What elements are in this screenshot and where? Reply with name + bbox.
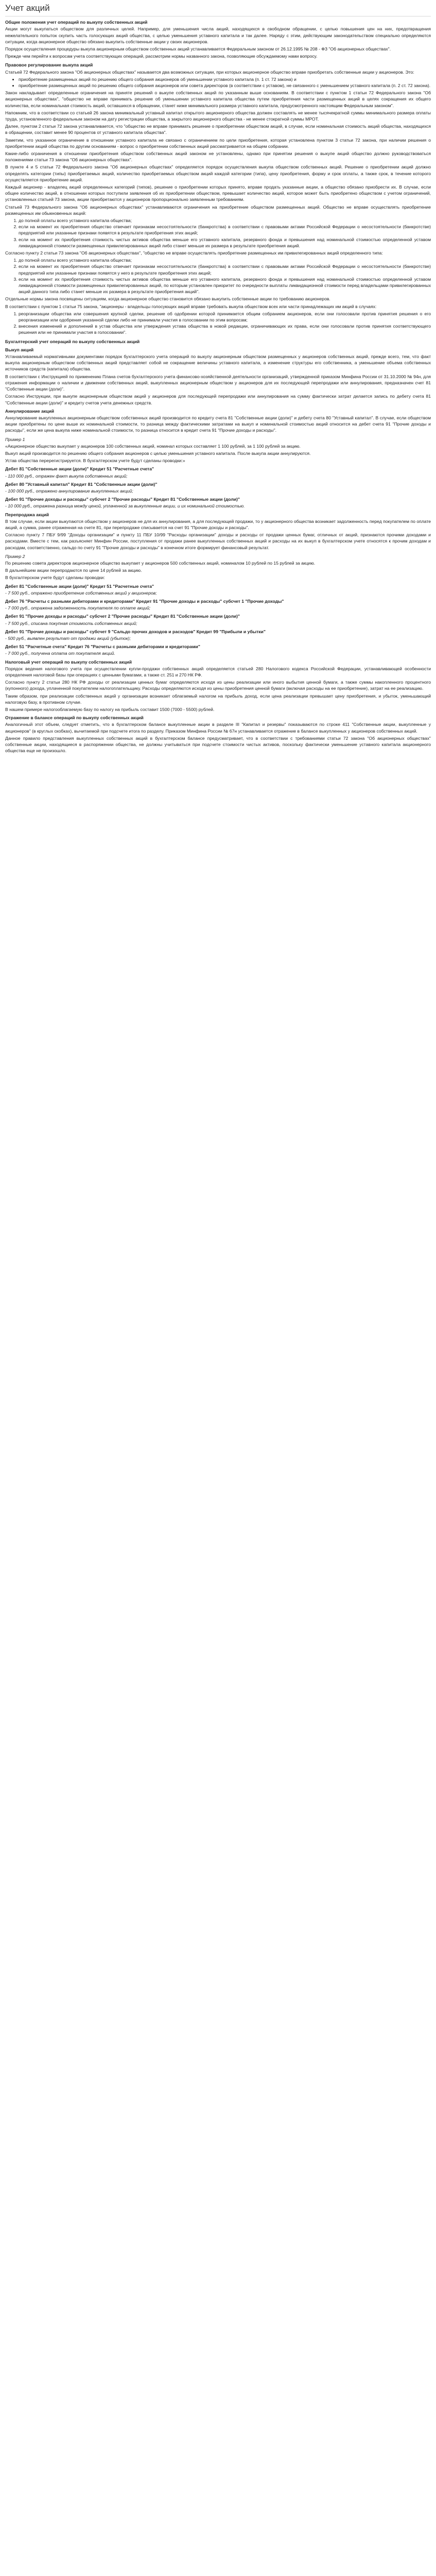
example-text: В бухгалтерском учете будут сделаны проводки: [5,575,105,581]
example-text: «Акционерное общество выкупает у акционеров 100 собственных акций, номинал которых составляет 1 100 рублей, за 1 100 рублей за акцию. [5,443,301,449]
example-text: Устав общества перерегистрируется. В бухгалтерском учете будут сделаны проводки:» [5,458,185,464]
list-item: 3. если на момент их приобретения стоимость чистых активов общества меньше его уставного капитала, резервного фонда и превышения над номинальной стоимостью определенной уставом ликвидационной стоимости размещенных привилегированных акций либо станет меньше их размера в результате приобретения акций. [19,236,431,249]
paragraph: Прежде чем перейти к вопросам учета соответствующих операций, рассмотрим нормы названного закона, позволяющие обсуждаемому нами вопросу. [5,54,318,59]
list-item: 2. внесения изменений и дополнений в устав общества или утверждения устава общества в новой редакции, ограничивающих их права, если они голосовали против принятия соответствующего решения или не принимали участия в голосовании". [19,323,431,335]
journal-entry: Дебет 91 "Прочие доходы и расходы" субсчет 9 "Сальдо прочих доходов и расходов" Кредит 99 "Прибыли и убытки" [5,629,266,634]
section-heading-general: Общие положения учет операций по выкупу собственных акций [5,20,148,25]
example-title: Пример 2 [5,553,25,559]
paragraph: В пункте 4 и 5 статьи 72 Федерального закона "Об акционерных обществах" определяется порядок осуществления выкупа обществом собственных акций. Решение о приобретении акций должно определять категории (типы) приобретаемых акций, количество приобретаемых обществом акций каждой категории (типа), цену приобретения, форму и срок оплаты, а также срок, в течение которого осуществляется приобретение акций. [5,164,431,182]
subheading: Выкуп акций [5,347,34,352]
journal-entry-note: - 500 руб., выявлен результат от продажи акций (убыток); [5,636,131,641]
article [0,0,436,754]
paragraph: Аннулирование выкупленных акционерным обществом собственных акций производится по кредиту счета 81 "Собственные акции (доли)" и дебету счета 80 "Уставный капитал". В случае, если обществом акции приобретены по цене выше их номинальной стоимости, то разница между фактическими затратами на выкуп и номинальной стоимостью акций относится на дебет счета 91 "Прочие доходы и расходы", если же цена выкупа ниже номинальной стоимости, то разница относится в кредит счета 91 "Прочие доходы и расходы". [5,415,431,433]
list-item: 3. если на момент их приобретения стоимость чистых активов общества меньше его уставного капитала, резервного фонда и превышения над номинальной стоимостью определенной уставом ликвидационной стоимости размещенных привилегированных акций, по которым установлен приоритет по очередности выплаты ликвидационной стоимости перед владельцами привилегированных акций данного типа либо станет меньше их размера в результате приобретения акций". [19,276,431,295]
journal-entry-note: - 10 000 руб., отражена разница между ценой, уплаченной за выкупленные акции, и их номинальной стоимостью. [5,503,245,509]
paragraph: Какие-либо ограничения в отношении приобретения обществом собственных акций законом не установлены, однако при принятии решения о выкупе акций общество должно руководствоваться положениями статьи 73 закона "Об акционерных обществах". [5,150,431,163]
list-item: • приобретение размещенных акций по решению общего собрания акционеров или совета директоров (в соответствии с уставом), не связанного с уменьшением уставного капитала (п. 2 ст. 72 закона). [19,82,431,89]
paragraph: В соответствии с Инструкцией по применению Плана счетов бухгалтерского учета финансово-хозяйственной деятельности организаций, утвержденной приказом Минфина России от 31.10.2000 № 94н, для отражения информации о наличии и движении собственных акций, выкупленных акционерным обществом у акционеров для их последующей перепродажи или аннулирования, предназначен счет 81 "Собственные акции (доли)". [5,374,431,392]
paragraph: Акции могут выкупаться обществом для различных целей. Например, для уменьшения числа акций, находящихся в свободном обращении, с целью повышения цен на них, предотвращения нежелательного попыток скупить часть голосующих акций общества, с целью уменьшения уставного капитала и так далее. Наряду с этим, действующим законодательством специально определяются ситуации, когда акционерное общество обязано выкупить собственные акции у своих акционеров. [5,26,431,44]
journal-entry: Дебет 76 "Расчеты с разными дебиторами и кредиторами" Кредит 91 "Прочие доходы и расходы" субсчет 1 "Прочие доходы" [5,598,284,604]
list-item: 2. если на момент их приобретения общество отвечает признакам несостоятельности (банкротства) в соответствии с правовыми актами Российской Федерации о несостоятельности (банкротстве) предприятий или указанные признаки появятся в результате приобретения этих акций; [19,224,431,236]
paragraph: Данное правило представления выкупленных собственных акций в бухгалтерском балансе предусматривает, что в соответствии с требованиями статьи 72 закона "Об акционерных обществах" собственные акции, находящиеся в распоряжении общества, не должны учитываться при подсчете стоимости чистых активов, поскольку фактически уменьшение уставного капитала акционерного общества еще не произошло. [5,735,431,754]
numbered-list [5,311,431,336]
paragraph: В соответствии с пунктом 1 статьи 75 закона, "акционеры - владельцы голосующих акций вправе требовать выкупа обществом всех или части принадлежащих им акций в случаях: [5,303,377,309]
paragraph: Отдельные нормы закона посвящены ситуациям, когда акционерное общество становится обязано выкупить собственные акции по требованию акционеров. [5,296,330,302]
list-item: 1. до полной оплаты всего уставного капитала общества; [19,257,431,263]
journal-entry-note: - 7 500 руб., отражено приобретение собственных акций у акционеров; [5,590,157,596]
paragraph: Устанавливаемый нормативными документами порядок бухгалтерского учета операций по выкупу акционерным обществом размещенных у акционеров собственных акций, прежде всего, тем, что факт выкупа акционерным обществом собственных акций представляет собой не сокращение величины уставного капитала, а изменение структуры его собственника, а уменьшение объема собственных источников средств (капитала) общества. [5,354,431,372]
journal-entry-note: - 7 500 руб., списана покупная стоимость собственных акций; [5,620,137,626]
journal-entry: Дебет 81 "Собственные акции (доли)" Кредит 51 "Расчетные счета" [5,466,154,472]
example-title: Пример 1 [5,436,25,442]
list-item: • приобретение размещенных акций по решению общего собрания акционеров об уменьшении уставного капитала (п. 1 ст. 72 закона) и [19,76,431,82]
example-text: В дальнейшем акции перепродаются по цене 14 рублей за акцию. [5,568,142,573]
journal-entry: Дебет 80 "Уставный капитал" Кредит 81 "Собственные акции (доли)" [5,481,158,487]
list-item: 1. до полной оплаты всего уставного капитала общества; [19,217,431,224]
journal-entry-note: - 7 000 руб., получена оплата от покупателя акций. [5,651,115,656]
paragraph: Статьей 73 Федерального закона "Об акционерных обществах" устанавливаются ограничения на приобретение обществом размещенных акций. Общество не вправе осуществлять приобретение размещенных им обыкновенных акций: [5,204,431,216]
paragraph: Заметим, что указанное ограничение в отношении уставного капитала не связано с ограничением по цели приобретения, которая установлена пунктом 3 статьи 72 закона, при наличии решения о приобретении акций общества по другим основаниям - вопрос о приобретении собственных акций рассматривается на общем собрании. [5,137,431,149]
example-text: Выкуп акций производится по решению общего собрания акционеров с целью уменьшения уставного капитала. После выкупа акции аннулируются. [5,450,311,456]
subheading: Отражение в балансе операций по выкупу собственных акций [5,715,144,721]
paragraph: Напомним, что в соответствии со статьей 26 закона минимальный уставный капитал открытого акционерного общества должен составлять не менее тысячекратной суммы минимального размера оплаты труда, установленного федеральным законом на дату регистрации общества, а закрытого акционерного общества - не менее стократной суммы МРОТ. [5,110,431,122]
journal-entry: Дебет 91 "Прочие доходы и расходы" субсчет 2 "Прочие расходы" Кредит 81 "Собственные акции (доли)" [5,614,240,619]
journal-entry-note: - 100 000 руб., отражено аннулирование выкупленных акций; [5,488,133,494]
paragraph: Каждый акционер - владелец акций определенных категорий (типов), решение о приобретении которых принято, вправе продать указанные акции, а общество обязано приобрести их. В случае, если общее количество акций, в отношении которых поступили заявления об их приобретении обществом, превышает количество акций, которое может быть приобретено обществом с учетом ограничений, установленных статьей 73 закона, акции приобретаются у акционеров пропорционально заявленным требованиям. [5,184,431,202]
numbered-list [5,257,431,295]
journal-entry: Дебет 91 "Прочие доходы и расходы" субсчет 2 "Прочие расходы" Кредит 81 "Собственные акции (доли)" [5,497,240,502]
subheading: Налоговый учет операций по выкупу собственных акций [5,659,132,665]
section-heading-accounting: Бухгалтерский учет операций по выкупу собственных акций [5,338,140,344]
example-text: По решению совета директоров акционерное общество выкупает у акционеров 500 собственных акций, номиналом 10 рублей по 15 рублей за акцию. [5,560,316,566]
paragraph: Согласно пункту 2 статьи 280 НК РФ доходы от реализации ценных бумаг определяются исходя из цены реализации или иного выбытия ценной бумаги, а также суммы накопленного процентного (купонного) дохода, уплаченной покупателем налогоплательщику. Расходы определяются исходя из цены приобретения ценной бумаги (включая расходы на ее приобретение), затрат на ее реализацию. [5,680,431,691]
paragraph: Согласно пункту 7 ПБУ 9/99 "Доходы организации" и пункту 11 ПБУ 10/99 "Расходы организации" доходы и расходы от продажи ценных бумаг, отличных от акций, признаются прочими доходами и расходами. Вместе с тем, как разъясняет Минфин России, поступления от продажи ранее выкупленных собственных акций и расходы на их выкуп в бухгалтерском учете относятся к прочим доходам и расходам, соответственно, сальдо по счету 91 "Прочие доходы и расходы" в конечном итоге формирует финансовый результат. [5,532,431,550]
paragraph: Согласно пункту 2 статьи 73 закона "Об акционерных обществах", "общество не вправе осуществлять приобретение размещенных им привилегированных акций определенного типа: [5,250,383,256]
paragraph: Аналогичный этот объем, следует отметить, что в бухгалтерском балансе выкупленные акции в разделе III "Капитал и резервы" показываются по строке 411 "Собственные акции, выкупленные у акционеров" (в круглых скобках), вычитаемой при подсчете итога по разделу. Приказом Минфина России № 67н устанавливается отражение в балансе выкупленных у акционеров собственных акций. [5,722,431,734]
paragraph: Порядок ведения налогового учета при осуществлении купли-продажи собственных акций определяется статьей 280 Налогового кодекса Российской Федерации, устанавливающей особенности определения налоговой базы при операциях с ценными бумагами, а также ст. 251 и 270 НК РФ. [5,666,431,678]
journal-entry-note: - 7 000 руб., отражена задолженность покупателя по оплате акций; [5,605,151,611]
journal-entry: Дебет 51 "Расчетные счета" Кредит 76 "Расчеты с разными дебиторами и кредиторами" [5,644,200,650]
paragraph: Далее, пунктом 2 статьи 72 закона устанавливается, что "общество не вправе принимать решение о приобретении обществом акций, в случае, если номинальная стоимость акций общества, находящихся в обращении, составит менее 90 процентов от уставного капитала общества". [5,124,431,135]
list-item: 2. если на момент их приобретения общество отвечает признакам несостоятельности (банкротства) в соответствии с правовыми актами Российской Федерации о несостоятельности (банкротстве) предприятий или указанные признаки появятся у него в результате приобретения этих акций; [19,263,431,276]
paragraph: Статьей 72 Федерального закона "Об акционерных обществах" называется два возможных ситуации, при которых акционерное общество вправе приобретать собственные акции у акционеров. Это: [5,69,414,75]
bullet-list [5,76,431,89]
numbered-list [5,217,431,249]
paragraph: Закон накладывает определенные ограничения на приняте решений о выкупе собственных акций по указанным выше основаниям. В соответствии с пунктом 1 статьи 72 Федерального закона "Об акционерных обществах", "общество не вправе принимать решение об уменьшении уставного капитала общества путем приобретения части размещенных акций в целях сокращения их общего количества, если номинальная стоимость акций, оставшихся в обращении, станет ниже минимального размера уставного капитала, предусмотренного настоящим Федеральным законом". [5,90,431,108]
journal-entry-note: - 110 000 руб., отражен факт выкупа собственных акций; [5,473,128,479]
subheading: Перепродажа акций [5,512,49,517]
page-title: Учет акций [5,2,431,16]
paragraph: Таким образом, при реализации собственных акций у организации возникает облагаемый налогом на прибыль доход, если цена реализации превышает цену приобретения, и убыток, уменьшающий налоговую базу, в противном случае. [5,693,431,705]
paragraph: В том случае, если акции выкупаются обществом у акционеров не для их аннулирования, а для последующей продажи, то у акционерного общества возникает задолженность перед покупателем по оплате акций, а сумма, ранее отраженная на счете 81, при перепродаже списывается на счет 91 "Прочие доходы и расходы". [5,518,431,530]
section-heading-legal: Правовое регулирование выкупа акций [5,62,93,68]
paragraph: Согласно Инструкции, при выкупе акционерным обществом акций у акционеров для последующей перепродажи или аннулирования на сумму фактически затрат делается запись по дебету счета 81 "Собственные акции (доли)" и кредиту счетов учета денежных средств. [5,394,431,405]
subheading: Аннулирование акций [5,408,55,414]
journal-entry: Дебет 81 "Собственные акции (доли)" Кредит 51 "Расчетные счета" [5,583,154,589]
list-item: 1. реорганизации общества или совершения крупной сделки, решение об одобрении которой принимается общим собранием акционеров, если они голосовали против принятия решения о его реорганизации или одобрения указанной сделки либо не принимали участия в голосовании по этим вопросам; [19,311,431,323]
paragraph: В нашем примере налогооблагаемую базу по налогу на прибыль составит 1500 (7000 - 5500) рублей. [5,707,215,713]
paragraph: Порядок осуществления процедуры выкупа акционерным обществом собственных акций устанавливается Федеральным законом от 26.12.1995 № 208 - ФЗ "Об акционерных обществах". [5,46,391,52]
